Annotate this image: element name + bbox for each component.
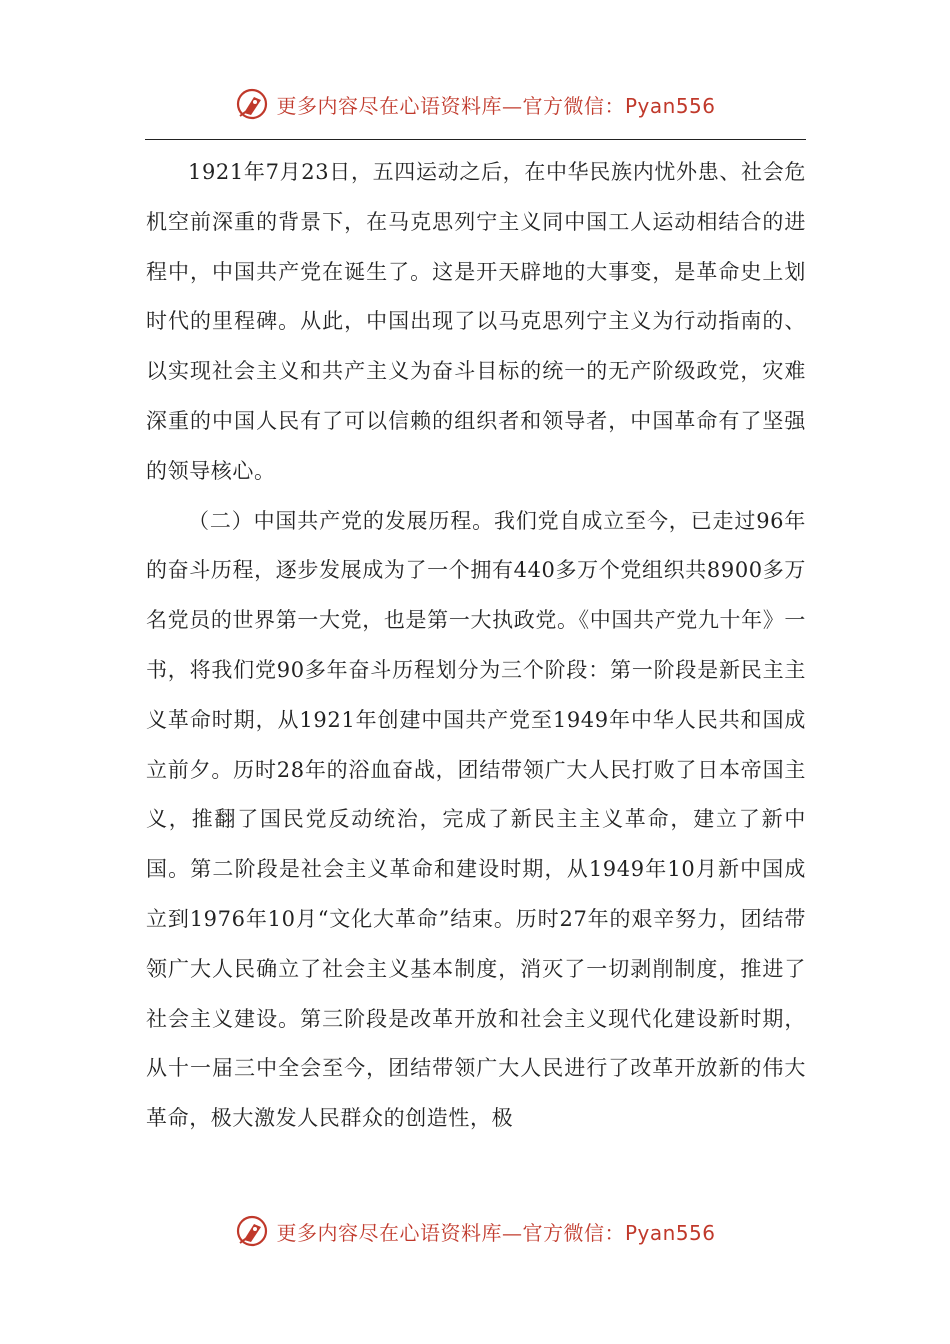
footer-banner-text: 更多内容尽在心语资料库—官方微信： — [276, 1220, 625, 1245]
header-wechat-handle: Pyan556 — [624, 93, 716, 118]
paragraph-2: （二）中国共产党的发展历程。我们党自成立至今，已走过96年的奋斗历程，逐步发展成为了一个拥有440多万个党组织共8900多万名党员的世界第一大党，也是第一大执政党。《中国共产党九十年》一书，将我们党90多年奋斗历程划分为三个阶段：第一阶段是新民主主义革命时期，从1921年创建中国共产党至1949年中华人民共和国成立前夕。历时28年的浴血奋战，团结带领广大人民打败了日本帝国主义，推翻了国民党反动统治，完成了新民主主义革命，建立了新中国。第二阶段是社会主义革命和建设时期，从1949年10月新中国成立到1976年10月“文化大革命”结束。历时27年的艰辛努力，团结带领广大人民确立了社会主义基本制度，消灭了一切剥削制度，推进了社会主义建设。第三阶段是改革开放和社会主义现代化建设新时期，从十一届三中全会至今，团结带领广大人民进行了改革开放新的伟大革命，极大激发人民群众的创造性，极 — [146, 508, 806, 1131]
pen-nib-logo-icon — [234, 86, 270, 122]
paragraph-1: 1921年7月23日，五四运动之后，在中华民族内忧外患、社会危机空前深重的背景下，在马克思列宁主义同中国工人运动相结合的进程中，中国共产党在诞生了。这是开天辟地的大事变，是革命史上划时代的里程碑。从此，中国出现了以马克思列宁主义为行动指南的、以实现社会主义和共产主义为奋斗目标的统一的无产阶级政党，灾难深重的中国人民有了可以信赖的组织者和领导者，中国革命有了坚强的领导核心。 — [146, 160, 806, 483]
footer-wechat-handle: Pyan556 — [624, 1220, 716, 1245]
document-body — [146, 148, 806, 1144]
header-banner — [0, 84, 950, 124]
footer-banner-label — [276, 1217, 715, 1246]
header-banner-label — [276, 90, 715, 119]
pen-nib-logo-icon — [234, 1213, 270, 1249]
footer-banner — [0, 1211, 950, 1251]
header-banner-text: 更多内容尽在心语资料库—官方微信： — [276, 93, 625, 118]
header-divider — [145, 139, 806, 140]
